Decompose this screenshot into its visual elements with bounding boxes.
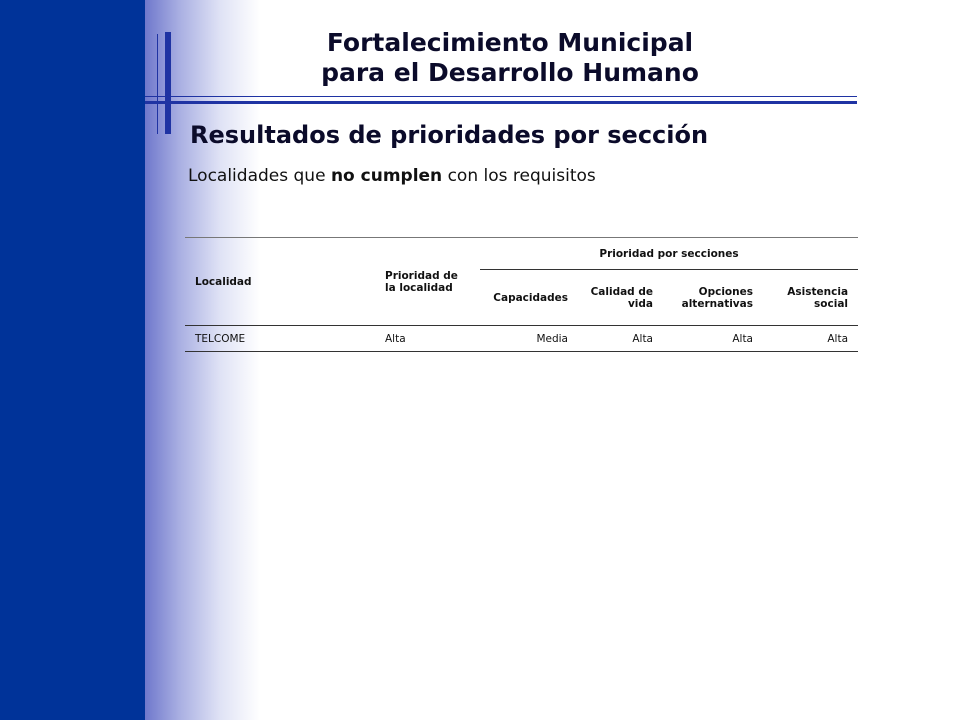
cell-localidad: TELCOME: [185, 326, 375, 352]
header-prioridad-localidad-line1: Prioridad de: [385, 269, 458, 282]
decorative-vertical-line: [157, 34, 158, 134]
caption-post: con los requisitos: [442, 166, 596, 186]
header-prioridad-localidad: [375, 238, 480, 326]
section-caption: [188, 164, 596, 188]
title-line-2: para el Desarrollo Humano: [321, 58, 699, 87]
cell-capacidades: Media: [480, 326, 578, 352]
section-subtitle: Resultados de prioridades por sección: [190, 121, 709, 149]
header-asistencia-line1: Asistencia: [787, 285, 849, 298]
table-row: [185, 326, 858, 352]
header-opciones-alternativas: [663, 270, 763, 326]
header-localidad: Localidad: [185, 238, 375, 326]
header-prioridad-localidad-line2: la localidad: [385, 281, 453, 294]
title-line-1: Fortalecimiento Municipal: [326, 28, 694, 57]
cell-prioridad-localidad: Alta: [375, 326, 480, 352]
header-asistencia-social: [763, 270, 858, 326]
left-gradient-band: [145, 0, 260, 720]
cell-opciones-alternativas: Alta: [663, 326, 763, 352]
header-asistencia-line2: social: [814, 297, 849, 310]
header-opciones-line1: Opciones: [698, 285, 753, 298]
caption-bold: no cumplen: [330, 166, 443, 186]
header-capacidades: Capacidades: [480, 270, 578, 326]
priorities-table: [185, 237, 858, 352]
caption-pre: Localidades que: [188, 166, 331, 186]
header-opciones-line2: alternativas: [681, 297, 753, 310]
cell-calidad-de-vida: Alta: [578, 326, 663, 352]
priorities-table-wrapper: [185, 237, 858, 352]
cell-asistencia-social: Alta: [763, 326, 858, 352]
header-calidad-line2: vida: [627, 297, 653, 310]
decorative-vertical-bar: [165, 32, 171, 134]
header-calidad-de-vida: [578, 270, 663, 326]
decorative-horizontal-line: [145, 96, 857, 97]
header-group-prioridad-secciones: Prioridad por secciones: [480, 238, 858, 270]
left-color-band: [0, 0, 145, 720]
decorative-horizontal-bar: [145, 101, 857, 104]
header-calidad-line1: Calidad de: [590, 285, 653, 298]
page-title: [190, 28, 830, 88]
